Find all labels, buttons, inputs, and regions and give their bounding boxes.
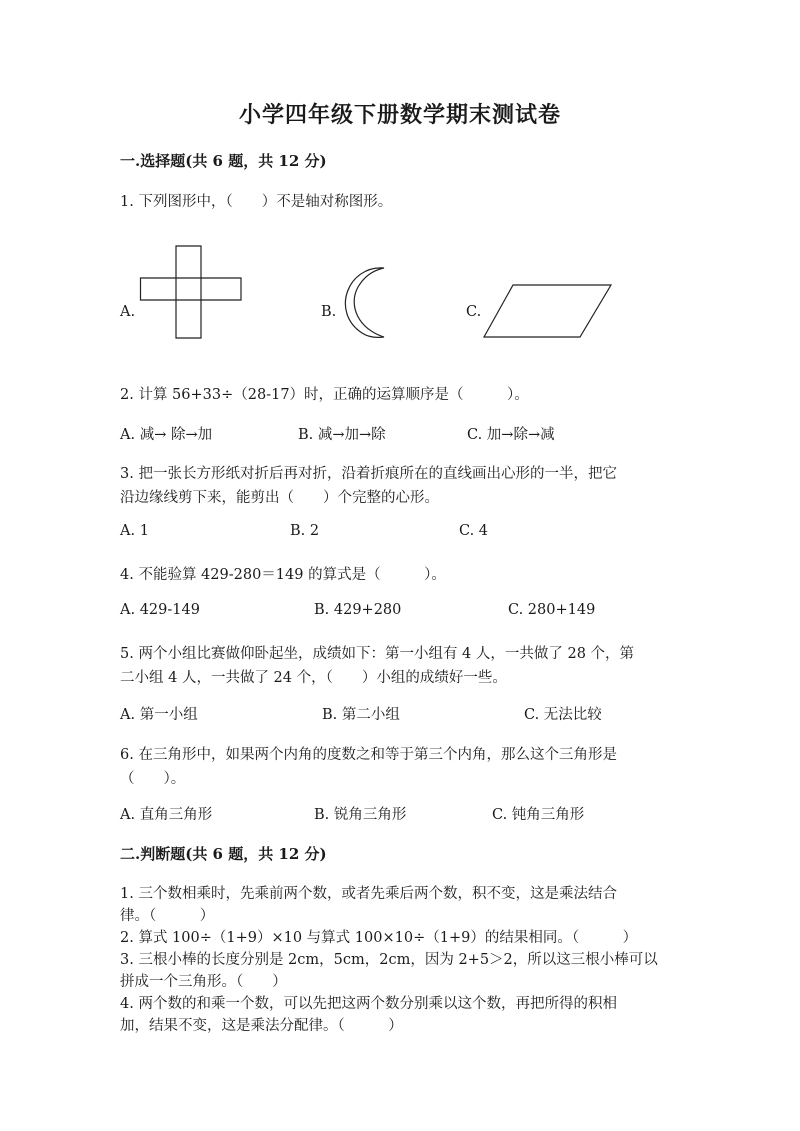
question-5-line-1: 5. 两个小组比赛做仰卧起坐，成绩如下：第一小组有 4 人，一共做了 28 个，第 xyxy=(120,646,635,662)
q6-option-b: B. 锐角三角形 xyxy=(314,807,407,823)
tf-line-4: 3. 三根小棒的长度分别是 2cm，5cm，2cm，因为 2+5＞2，所以这三根小棒可以 xyxy=(120,952,658,968)
q2-option-c: C. 加→除→减 xyxy=(467,427,555,443)
parallelogram-figure xyxy=(483,284,613,338)
q6-option-a: A. 直角三角形 xyxy=(120,807,213,823)
tf-line-3: 2. 算式 100÷（1+9）×10 与算式 100×10÷（1+9）的结果相同。（ ） xyxy=(120,930,638,946)
q5-option-b: B. 第二小组 xyxy=(322,707,400,723)
question-2-text: 2. 计算 56+33÷（28-17）时，正确的运算顺序是（ ）。 xyxy=(120,387,529,403)
question-6-line-1: 6. 在三角形中，如果两个内角的度数之和等于第三个内角，那么这个三角形是 xyxy=(120,747,617,763)
tf-line-6: 4. 两个数的和乘一个数，可以先把这两个数分别乘以这个数，再把所得的积相 xyxy=(120,996,617,1012)
q4-option-a: A. 429-149 xyxy=(120,602,200,618)
question-3-line-1: 3. 把一张长方形纸对折后再对折，沿着折痕所在的直线画出心形的一半，把它 xyxy=(120,466,617,482)
q3-option-b: B. 2 xyxy=(290,523,320,539)
tf-line-5: 拼成一个三角形。（ ） xyxy=(120,974,287,990)
q2-option-b: B. 减→加→除 xyxy=(298,427,386,443)
q1-option-a-label: A. xyxy=(120,304,136,320)
question-3-line-2: 沿边缘线剪下来，能剪出（ ）个完整的心形。 xyxy=(120,490,439,506)
page-title: 小学四年级下册数学期末测试卷 xyxy=(238,102,561,128)
question-5-line-2: 二小组 4 人，一共做了 24 个，（ ）小组的成绩好一些。 xyxy=(120,670,507,686)
q6-option-c: C. 钝角三角形 xyxy=(492,807,585,823)
section-heading-choice: 一.选择题(共 6 题，共 12 分) xyxy=(120,152,327,170)
question-4-text: 4. 不能验算 429-280＝149 的算式是（ ）。 xyxy=(120,567,446,583)
crescent-moon-figure xyxy=(338,267,386,339)
q1-option-c-label: C. xyxy=(466,304,482,320)
q4-option-b: B. 429+280 xyxy=(314,602,402,618)
tf-line-1: 1. 三个数相乘时，先乘前两个数，或者先乘后两个数，积不变，这是乘法结合 xyxy=(120,886,617,902)
q2-option-a: A. 减→ 除→加 xyxy=(120,427,213,443)
section-heading-true-false: 二.判断题(共 6 题，共 12 分) xyxy=(120,845,327,863)
q3-option-c: C. 4 xyxy=(459,523,489,539)
cross-shape-figure xyxy=(140,246,242,339)
q5-option-c: C. 无法比较 xyxy=(524,707,602,723)
q5-option-a: A. 第一小组 xyxy=(120,707,198,723)
tf-line-7: 加，结果不变，这是乘法分配律。（ ） xyxy=(120,1018,403,1034)
question-1-text: 1. 下列图形中，（ ）不是轴对称图形。 xyxy=(120,194,393,210)
tf-line-2: 律。（ ） xyxy=(120,908,215,924)
q4-option-c: C. 280+149 xyxy=(508,602,596,618)
q3-option-a: A. 1 xyxy=(120,523,149,539)
q1-option-b-label: B. xyxy=(321,304,337,320)
question-6-line-2: （ ）。 xyxy=(120,771,186,787)
